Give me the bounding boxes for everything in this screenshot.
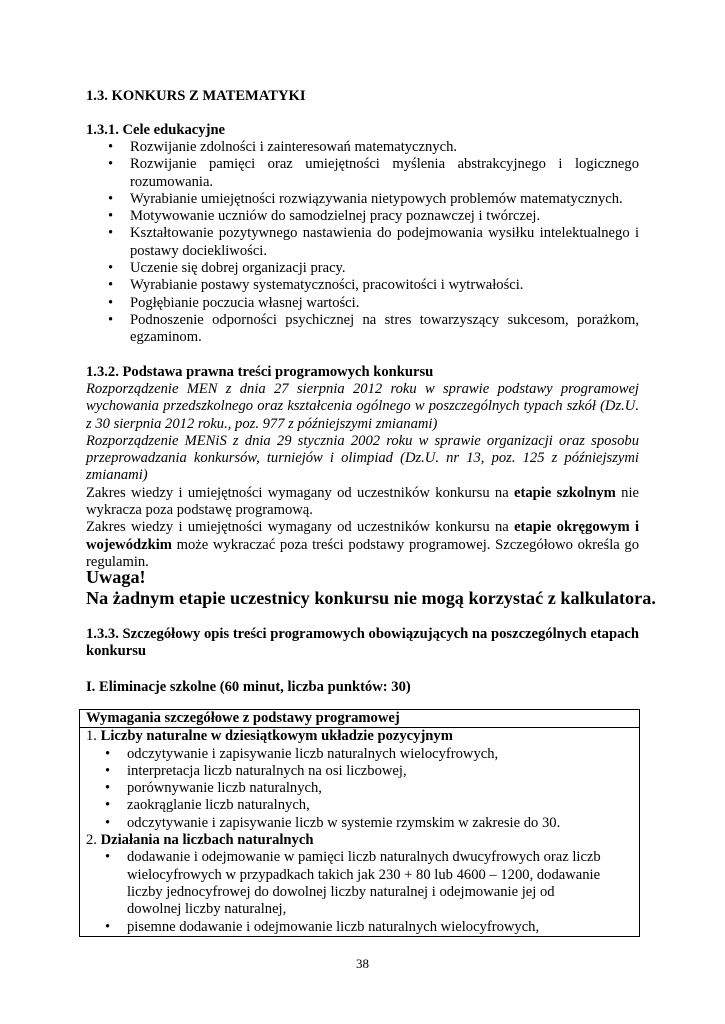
stage-heading: I. Eliminacje szkolne (60 minut, liczba punktów: 30)	[86, 679, 411, 695]
regional-stage-paragraph: Zakres wiedzy i umiejętności wymagany od uczestników konkursu na etapie okręgowym i wojewódzkim może wykraczać poza treści podstawy programowej. Szczegółowo określa go regulamin.	[86, 519, 640, 570]
table-header-row	[80, 710, 640, 728]
list-item: • dodawanie i odejmowanie w pamięci liczb naturalnych dwucyfrowych oraz liczb wielocyfrowych w przypadkach takich jak 230 + 80 lub 4600 – 1200, dodawanie liczby jednocyfrowej do dowolnej liczby naturalnej i odejmowanie jej od dowolnej liczby naturalnej,	[86, 849, 603, 918]
list-item: • Kształtowanie pozytywnego nastawienia do podejmowania wysiłku intelektualnego i postawy dociekliwości.	[86, 225, 639, 260]
list-item: • Rozwijanie zdolności i zainteresowań matematycznych.	[86, 139, 639, 156]
list-item: • odczytywanie i zapisywanie liczb naturalnych wielocyfrowych,	[86, 746, 633, 763]
group-title: 2. Działania na liczbach naturalnych	[86, 832, 314, 849]
list-item: • Podnoszenie odporności psychicznej na stres towarzyszący sukcesom, porażkom, egzaminom.	[86, 312, 639, 347]
list-item: • odczytywanie i zapisywanie liczb w systemie rzymskim w zakresie do 30.	[86, 815, 633, 832]
warning-text: Na żadnym etapie uczestnicy konkursu nie mogą korzystać z kalkulatora.	[86, 588, 656, 608]
table-header-cell: Wymagania szczegółowe z podstawy programowej	[80, 710, 640, 728]
group-title: 1. Liczby naturalne w dziesiątkowym układzie pozycyjnym	[86, 728, 453, 745]
legal-body	[86, 381, 639, 571]
list-item: • porównywanie liczb naturalnych,	[86, 780, 633, 797]
program-heading: 1.3.3. Szczegółowy opis treści programowych obowiązujących na poszczególnych etapach konkursu	[86, 626, 639, 660]
school-stage-paragraph: Zakres wiedzy i umiejętności wymagany od uczestników konkursu na etapie szkolnym nie wykracza poza podstawę programową.	[86, 484, 639, 519]
goals-list	[86, 139, 639, 347]
list-item: • interpretacja liczb naturalnych na osi liczbowej,	[86, 763, 633, 780]
warning-title: Uwaga!	[86, 567, 146, 587]
regional-stage-emphasis: etapie okręgowym i wojewódzkim	[86, 519, 640, 553]
page-number: 38	[356, 956, 369, 971]
goals-heading: 1.3.1. Cele edukacyjne	[86, 122, 226, 138]
regulation-1: Rozporządzenie MEN z dnia 27 sierpnia 2012 roku w sprawie podstawy programowej wychowania przedszkolnego oraz kształcenia ogólnego w poszczególnych typach szkół (Dz.U. z 30 sierpnia 2012 roku., poz. 977 z późniejszymi zmianami)	[86, 381, 639, 432]
table-cell	[80, 728, 640, 937]
list-item: • Wyrabianie postawy systematyczności, pracowitości i wytrwałości.	[86, 277, 639, 294]
list-item: • Uczenie się dobrej organizacji pracy.	[86, 260, 639, 277]
group-items	[86, 746, 633, 832]
list-item: • zaokrąglanie liczb naturalnych,	[86, 797, 633, 814]
section-title: 1.3. KONKURS Z MATEMATYKI	[86, 88, 306, 104]
list-item: • Wyrabianie umiejętności rozwiązywania nietypowych problemów matematycznych.	[86, 191, 639, 208]
list-item: • Pogłębianie poczucia własnej wartości.	[86, 295, 639, 312]
school-stage-emphasis: etapie szkolnym	[514, 484, 616, 501]
regulation-2: Rozporządzenie MENiS z dnia 29 stycznia 2002 roku w sprawie organizacji oraz sposobu przeprowadzania konkursów, turniejów i olimpiad (Dz.U. nr 13, poz. 125 z późniejszymi zmianami)	[86, 432, 639, 484]
list-item: • Motywowanie uczniów do samodzielnej pracy poznawczej i twórczej.	[86, 208, 639, 225]
group-items	[86, 849, 633, 935]
table-row	[80, 728, 640, 937]
requirements-table	[79, 709, 640, 937]
legal-heading: 1.3.2. Podstawa prawna treści programowych konkursu	[86, 364, 434, 380]
list-item: • pisemne dodawanie i odejmowanie liczb naturalnych wielocyfrowych,	[86, 919, 603, 936]
list-item: • Rozwijanie pamięci oraz umiejętności myślenia abstrakcyjnego i logicznego rozumowania.	[86, 156, 639, 191]
